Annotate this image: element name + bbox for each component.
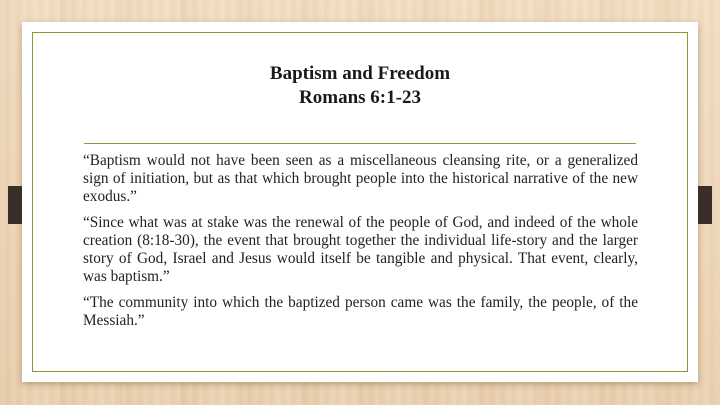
quote-paragraph: “Since what was at stake was the renewal of the people of God, and indeed of the whole creation (8:18-30), the event that brought together the individual life-story and the larger story of God, Israel and Jesus would itself be tangible and physical. That event, clearly, was baptism.” — [83, 214, 638, 285]
quote-paragraph: “Baptism would not have been seen as a miscellaneous cleansing rite, or a generalized sign of initiation, but as that which brought people into the historical narrative of the new exodus.” — [83, 152, 638, 205]
quote-paragraph: “The community into which the baptized person came was the family, the people, of the Messiah.” — [83, 294, 638, 329]
quote-list — [83, 152, 638, 338]
slide-card — [22, 22, 698, 382]
title-block — [22, 62, 698, 110]
slide-subtitle: Romans 6:1-23 — [299, 87, 421, 108]
title-divider — [84, 143, 636, 144]
slide-title: Baptism and Freedom — [269, 63, 451, 84]
